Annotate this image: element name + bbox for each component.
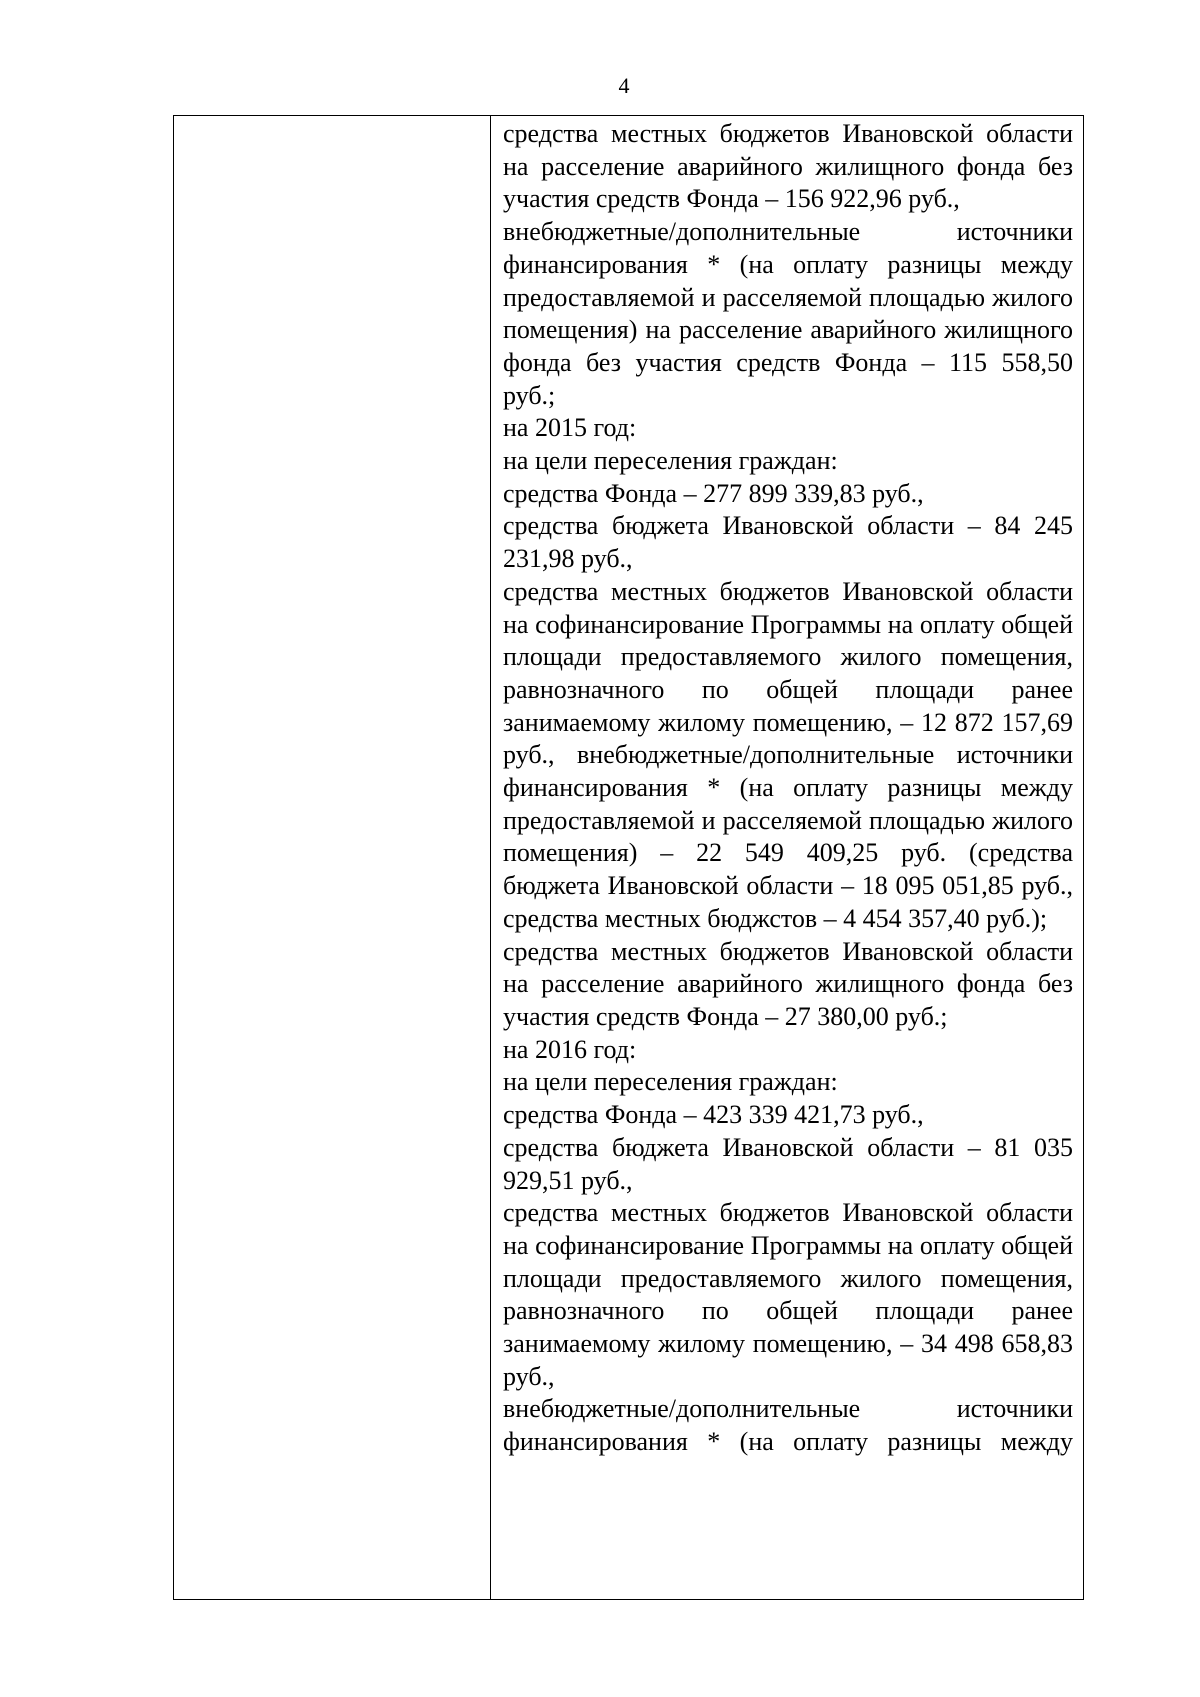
paragraph-local-cofinancing-2016: средства местных бюджетов Ивановской области на софинансирование Программы на оплату общей площади предоставляемого жилого помещения, равнозначного по общей площади ранее занимаемому жилому помещению, – 34 498 658,83 руб.,: [503, 1198, 1073, 1391]
paragraph-local-budgets-resettlement: средства местных бюджетов Ивановской области на расселение аварийного жилищного фонда без участия средств Фонда – 156 922,96 руб.,: [503, 119, 1073, 214]
paragraph-local-resettlement-2015: средства местных бюджетов Ивановской области на расселение аварийного жилищного фонда без участия средств Фонда – 27 380,00 руб.;: [503, 936, 1073, 1031]
paragraph-resettlement-purpose-2015: на цели переселения граждан:: [503, 446, 838, 476]
paragraph-extrabudgetary-sources: внебюджетные/дополнительные источники финансирования * (на оплату разницы между предоставляемой и расселяемой площадью жилого помещения) на расселение аварийного жилищного фонда без участия средств Фонда – 115 558,50 руб.;: [503, 217, 1073, 410]
paragraph-fund-2016: средства Фонда – 423 339 421,73 руб.,: [503, 1100, 924, 1130]
left-cell-empty: [174, 116, 491, 1600]
paragraph-fund-2015: средства Фонда – 277 899 339,83 руб.,: [503, 478, 924, 508]
paragraph-year-2015: на 2015 год:: [503, 413, 637, 443]
financing-text: [491, 116, 1083, 1459]
paragraph-resettlement-purpose-2016: на цели переселения граждан:: [503, 1067, 838, 1097]
paragraph-extrabudgetary-2016: внебюджетные/дополнительные источники финансирования * (на оплату разницы между: [503, 1394, 1073, 1457]
paragraph-regional-budget-2015: средства бюджета Ивановской области – 84 245 231,98 руб.,: [503, 511, 1073, 574]
program-financing-table: [173, 115, 1084, 1600]
table-row: [174, 116, 1084, 1600]
paragraph-year-2016: на 2016 год:: [503, 1034, 637, 1064]
paragraph-local-cofinancing-2015: средства местных бюджетов Ивановской области на софинансирование Программы на оплату общей площади предоставляемого жилого помещения, равнозначного по общей площади ранее занимаемому жилому помещению, – 12 872 157,69 руб., внебюджетные/дополнительные источники финансирования * (на оплату разницы между предоставляемой и расселяемой площадью жилого помещения) – 22 549 409,25 руб. (средства бюджета Ивановской области – 18 095 051,85 руб., средства местных бюджстов – 4 454 357,40 руб.);: [503, 576, 1073, 933]
page-number: 4: [618, 73, 630, 98]
financing-details-cell: [491, 116, 1084, 1600]
paragraph-regional-budget-2016: средства бюджета Ивановской области – 81 035 929,51 руб.,: [503, 1132, 1073, 1195]
